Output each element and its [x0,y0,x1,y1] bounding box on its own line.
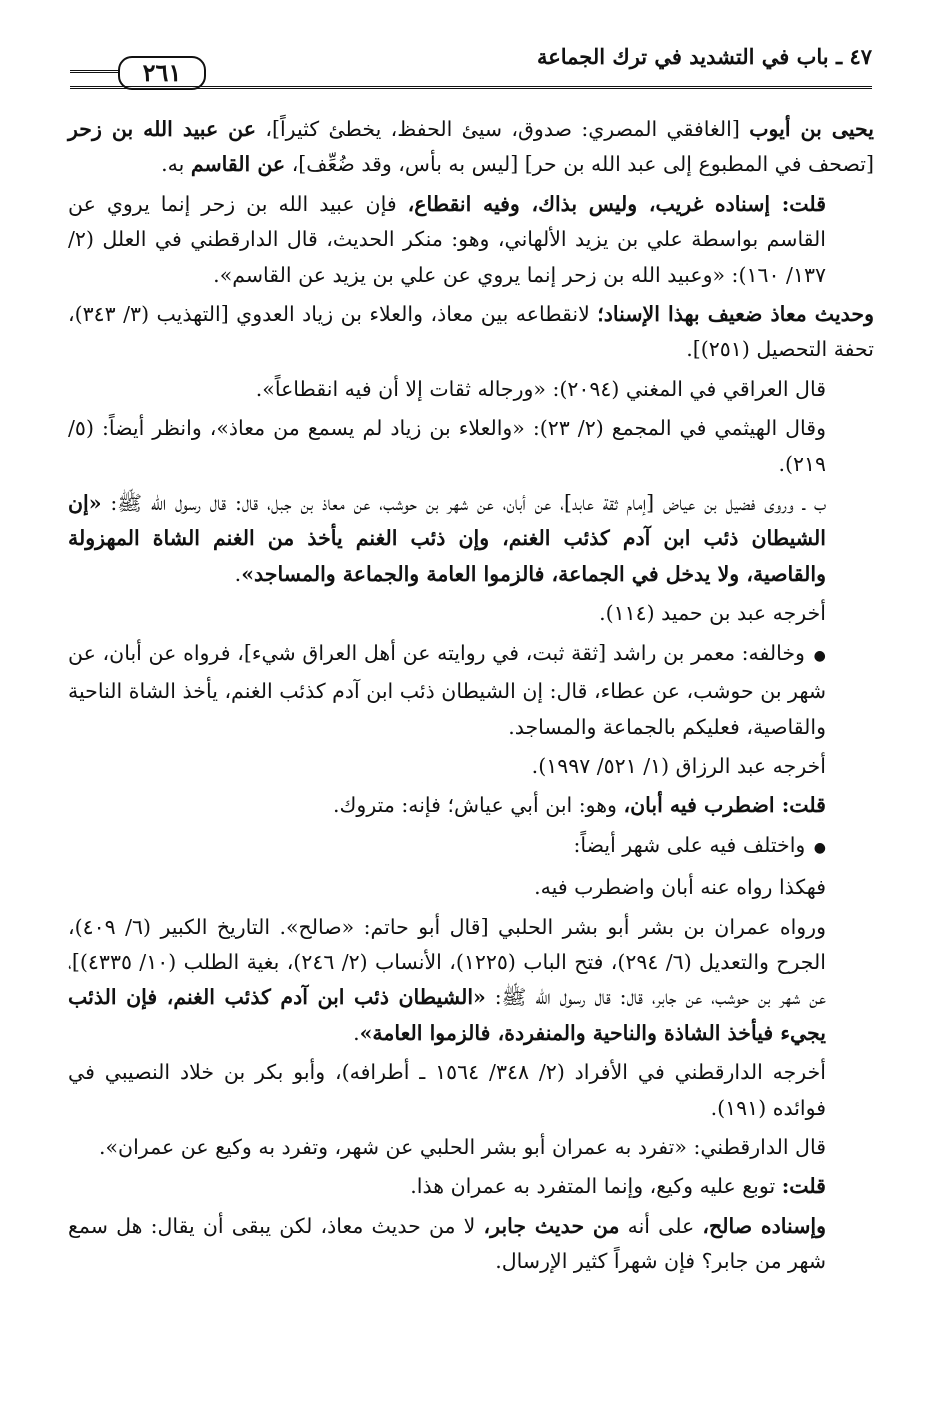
bold-text: «إن الشيطان ذئب ابن آدم كذئب الغنم، وإن ذئب الغنم يأخذ من الغنم الشاة المهزولة والقاصية، ولا يدخل في الجماعة، فالزموا العامة والجماعة والمساجد» [68,491,826,586]
paragraph [68,749,874,784]
paragraph [68,870,874,905]
bold-text: عن عبيد الله بن زحر [68,117,256,141]
text: واختلف فيه على شهر أيضاً: [573,832,806,857]
paragraph [68,596,874,631]
text: وقال الهيثمي في المجمع (٢/ ٢٣): «والعلاء بن زياد لم يسمع من معاذ»، وانظر أيضاً: (٥/ ٢١٩). [68,416,826,476]
paragraph [68,788,874,823]
text: ب ـ وروى فضيل بن عياض [إمام ثقة عابد]، عن أبان، عن شهر بن حوشب، عن معاذ بن جبل، قال: قال رسول الله ﷺ: [101,491,826,516]
paragraph [68,112,874,183]
bold-text: قلت: [781,1174,826,1199]
paragraph [68,1055,874,1126]
bold-text: «الشيطان ذئب ابن آدم كذئب الغنم، فإن الذئب يجيء فيأخذ الشاذة والناحية والمنفردة، فالزموا العامة» [68,985,826,1045]
text: . [234,561,242,586]
text: أخرجه الدارقطني في الأفراد (٢/ ٣٤٨/ ١٥٦٤ ـ أطرافه)، وأبو بكر بن خلاد النصيبي في فوائده (١٩١). [68,1060,826,1120]
page-number: ٢٦١ [118,56,206,90]
text: أخرجه عبد بن حميد (١١٤). [599,601,826,626]
text: أخرجه عبد الرزاق (١/ ٥٢١/ ١٩٩٧). [531,753,826,778]
bold-text: عن القاسم [190,152,286,177]
paragraph [68,1209,874,1280]
header-rule-left [70,70,118,73]
bold-text: من حديث جابر، [483,1213,620,1238]
bold-text: يحيى بن أيوب [749,117,874,141]
paragraph [68,486,874,592]
bold-text: قلت: إسناده غريب، وليس بذاك، وفيه انقطاع، [407,191,826,216]
text: فهكذا رواه عنه أبان واضطرب فيه. [534,875,826,900]
text: . [353,1020,360,1045]
text: توبع عليه وكيع، وإنما المتفرد به عمران هذا. [410,1174,782,1199]
text: لا من حديث معاذ، لكن يبقى أن يقال: هل سمع شهر من جابر؟ فإن شهراً كثير الإرسال. [68,1213,826,1274]
bold-text: وحديث معاذ ضعيف بهذا الإسناد؛ [597,302,874,327]
text: فإن عبيد الله بن زحر إنما يروي عن القاسم بواسطة علي بن يزيد الألهاني، وهو: منكر الحديث، قال الدارقطني في العلل (٢/ ١٣٧/ ١٦٠): «وعبيد الله بن زحر إنما يروي عن علي بن يزيد عن القاسم». [68,191,826,287]
text: [الغافقي المصري: صدوق، سيئ الحفظ، يخطئ كثيراً]، [256,117,750,141]
text: لانقطاعه بين معاذ، والعلاء بن زياد العدوي [التهذيب (٣/ ٣٤٣)، تحفة التحصيل (٢٥١)]. [68,302,874,362]
text: به. [161,152,191,177]
text: قال العراقي في المغني (٢٠٩٤): «ورجاله ثقات إلا أن فيه انقطاعاً». [255,376,826,401]
paragraph [68,372,874,407]
text: [تصحف في المطبوع إلى عبد الله بن حر] [ليس به بأس، وقد ضُعِّف]، [285,152,874,177]
text: ورواه عمران بن بشر أبو بشر الحلبي [قال أبو حاتم: «صالح». التاريخ الكبير (٦/ ٤٠٩)، الجرح والتعديل (٦/ ٢٩٤)، فتح الباب (١٢٢٥)، الأنساب (٢/ ٢٤٦)، بغية الطلب (١٠/ ٤٣٣٥)]، عن شهر بن حوشب، عن جابر، قال: قال رسول الله ﷺ: [68,914,826,1010]
paragraph [68,636,874,745]
text: وخالفه: معمر بن راشد [ثقة ثبت، في روايته عن أهل العراق شيء]، فرواه عن أبان، عن شهر بن حوشب، عن عطاء، قال: إن الشيطان ذئب ابن آدم كذئب الغنم، يأخذ الشاة الناحية والقاصية، فعليكم بالجماعة والمساجد. [68,640,826,739]
paragraph [68,1169,874,1204]
text: على أنه [619,1213,703,1238]
bullet-icon: ● [808,647,826,664]
bold-text: قلت: اضطرب فيه أبان، [623,793,826,818]
paragraph [68,828,874,866]
paragraph [68,297,874,368]
bullet-icon: ● [809,839,826,856]
paragraph [68,411,874,482]
text: قال الدارقطني: «تفرد به عمران أبو بشر الحلبي عن شهر، وتفرد به وكيع عن عمران». [99,1134,826,1159]
page-body [68,112,874,1284]
header-divider [70,86,872,89]
paragraph [68,910,874,1052]
bold-text: وإسناده صالح، [702,1213,826,1238]
paragraph [68,187,874,293]
page-header [70,44,872,87]
paragraph [68,1130,874,1165]
text: وهو: ابن أبي عياش؛ فإنه: متروك. [333,793,624,818]
chapter-title: ٤٧ ـ باب في التشديد في ترك الجماعة [536,44,872,69]
